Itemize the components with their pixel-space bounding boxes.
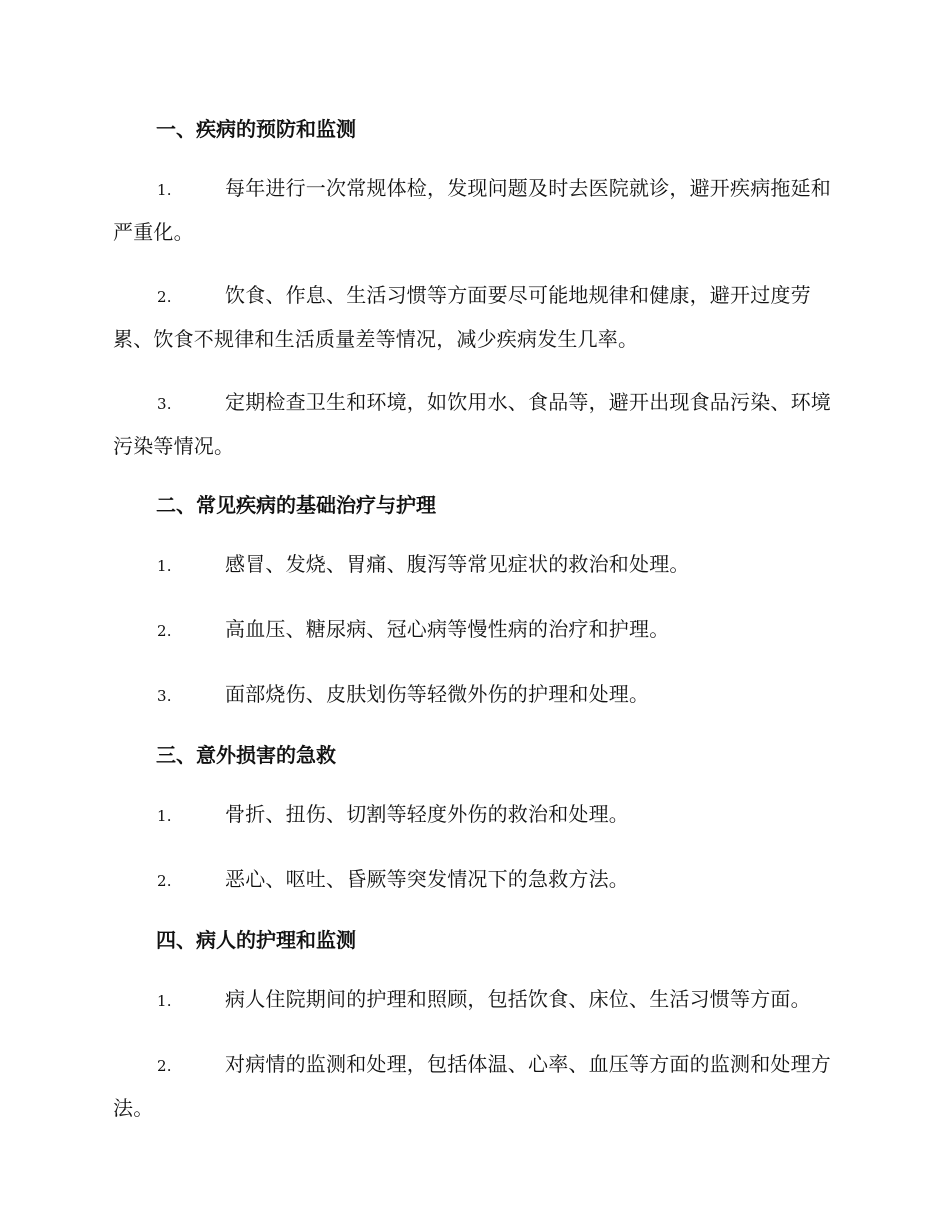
list-item xyxy=(113,858,833,902)
list-item xyxy=(113,673,833,717)
item-text: 感冒、发烧、胃痛、腹泻等常见症状的救治和处理。 xyxy=(225,552,690,576)
section-items xyxy=(113,167,833,467)
item-text: 病人住院期间的护理和照顾，包括饮食、床位、生活习惯等方面。 xyxy=(225,987,811,1011)
item-number: 2. xyxy=(157,288,172,306)
section-items xyxy=(113,978,833,1129)
item-text: 面部烧伤、皮肤划伤等轻微外伤的护理和处理。 xyxy=(225,682,650,706)
section-prevention xyxy=(113,112,833,467)
item-text: 恶心、呕吐、昏厥等突发情况下的急救方法。 xyxy=(225,867,629,891)
list-item xyxy=(113,1043,833,1129)
section-patient-care xyxy=(113,923,833,1129)
list-item xyxy=(113,793,833,837)
section-first-aid xyxy=(113,738,833,902)
item-text: 高血压、糖尿病、冠心病等慢性病的治疗和护理。 xyxy=(225,617,670,641)
section-items xyxy=(113,793,833,902)
item-number: 2. xyxy=(157,622,172,640)
item-number: 3. xyxy=(157,395,172,413)
item-number: 2. xyxy=(157,1057,172,1075)
list-item xyxy=(113,978,833,1022)
section-items xyxy=(113,543,833,717)
section-heading: 三、意外损害的急救 xyxy=(156,743,336,767)
section-heading: 二、常见疾病的基础治疗与护理 xyxy=(156,493,436,517)
item-number: 1. xyxy=(157,557,172,575)
section-treatment xyxy=(113,488,833,717)
item-number: 1. xyxy=(157,181,172,199)
item-text: 每年进行一次常规体检，发现问题及时去医院就诊，避开疾病拖延和严重化。 xyxy=(113,176,831,244)
item-number: 1. xyxy=(157,807,172,825)
list-item xyxy=(113,543,833,587)
item-text: 骨折、扭伤、切割等轻度外伤的救治和处理。 xyxy=(225,802,629,826)
item-number: 2. xyxy=(157,872,172,890)
item-text: 对病情的监测和处理，包括体温、心率、血压等方面的监测和处理方法。 xyxy=(113,1052,831,1120)
list-item xyxy=(113,167,833,253)
item-text: 饮食、作息、生活习惯等方面要尽可能地规律和健康，避开过度劳累、饮食不规律和生活质量差等情况，减少疾病发生几率。 xyxy=(113,283,811,351)
section-heading: 一、疾病的预防和监测 xyxy=(156,117,356,141)
section-heading: 四、病人的护理和监测 xyxy=(156,928,356,952)
item-number: 3. xyxy=(157,687,172,705)
list-item xyxy=(113,274,833,360)
document-body xyxy=(113,112,833,1150)
item-number: 1. xyxy=(157,992,172,1010)
item-text: 定期检查卫生和环境，如饮用水、食品等，避开出现食品污染、环境污染等情况。 xyxy=(113,390,831,458)
list-item xyxy=(113,608,833,652)
list-item xyxy=(113,381,833,467)
